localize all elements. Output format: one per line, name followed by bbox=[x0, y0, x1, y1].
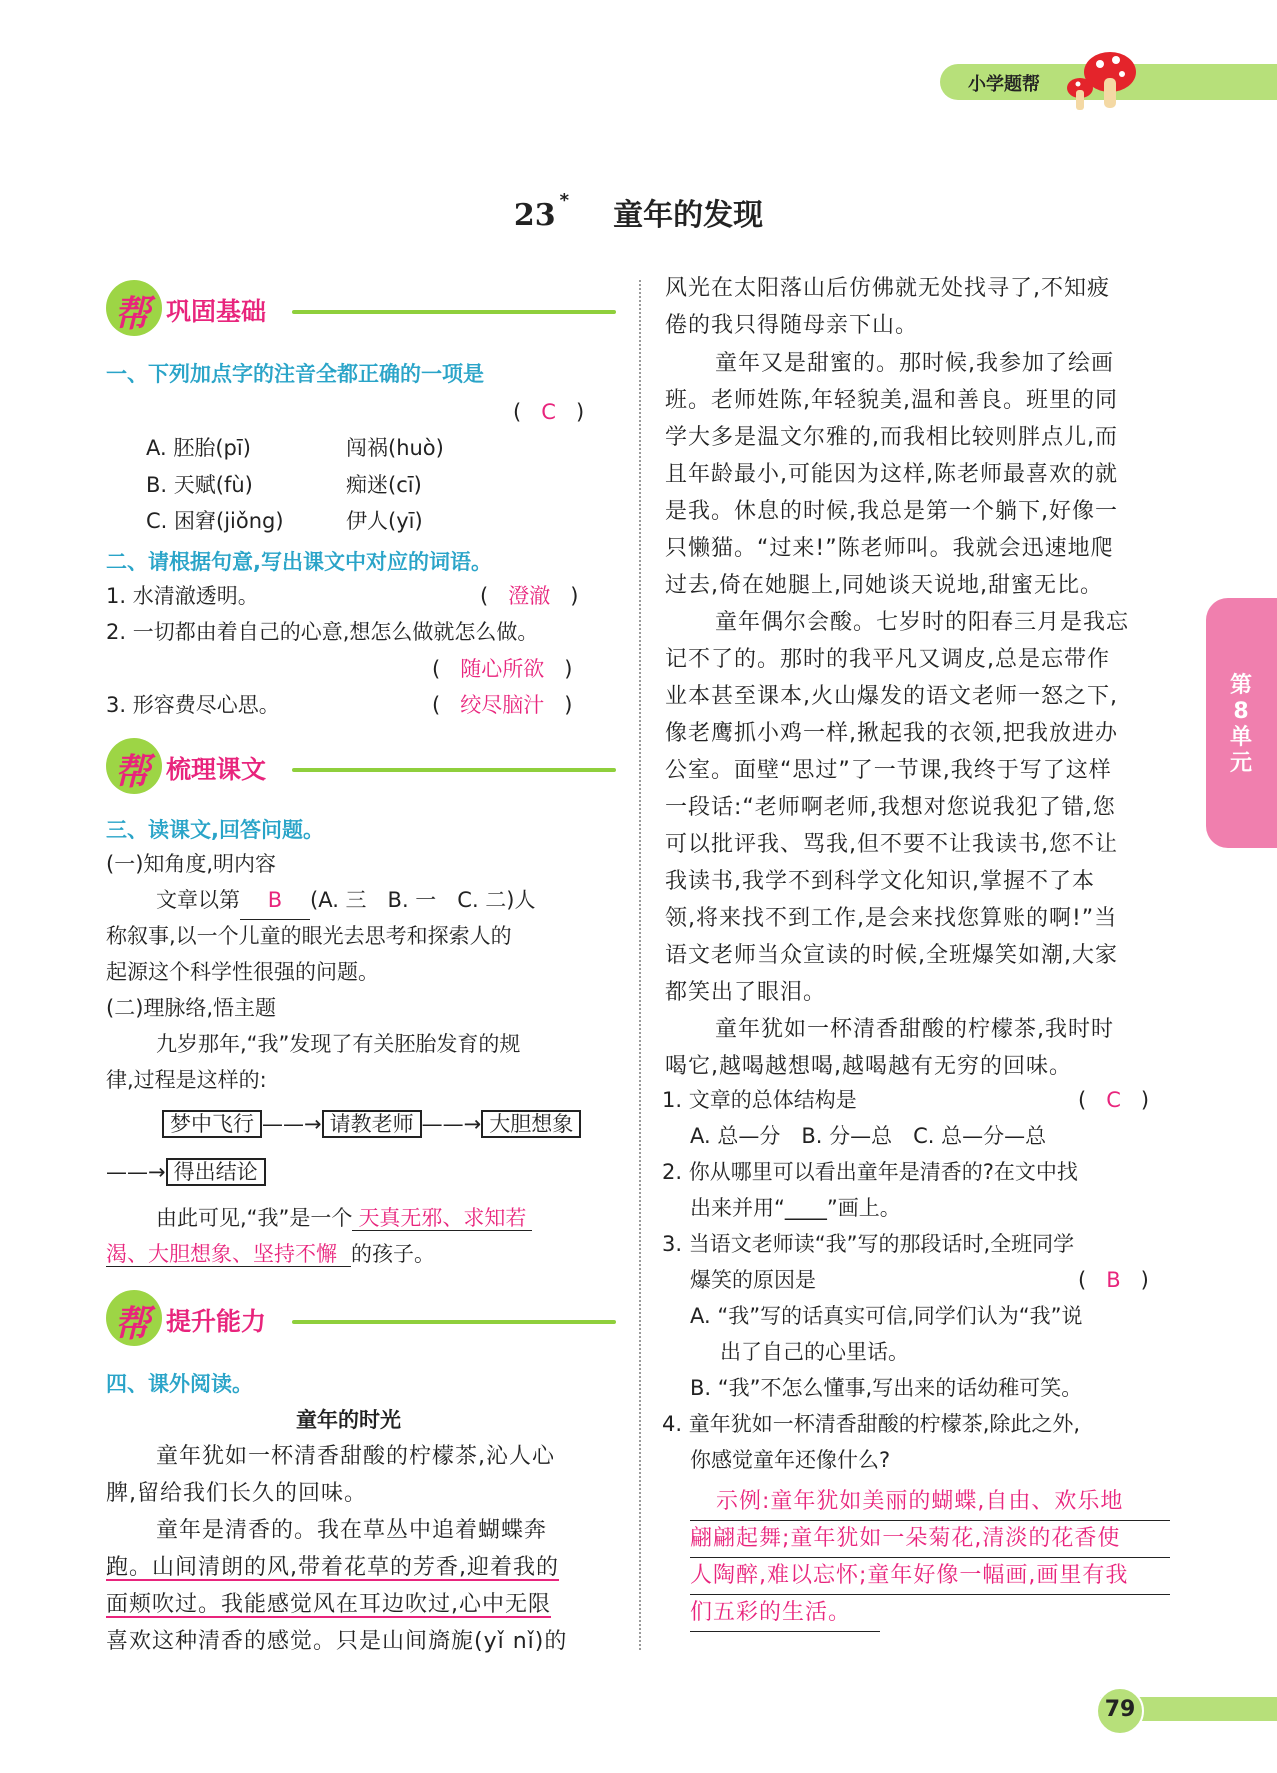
question-3-prompt: 三、读课文,回答问题。 bbox=[106, 818, 324, 842]
passage-title: 童年的时光 bbox=[296, 1408, 401, 1432]
passage-line: 只懒猫。“过来!”陈老师叫。我就会迅速地爬 bbox=[665, 536, 1114, 561]
passage-line: 且年龄最小,可能因为这样,陈老师最喜欢的就 bbox=[665, 462, 1118, 487]
section-header-review: 帮 梳理课文 bbox=[106, 738, 616, 794]
rq1-answer: ( C ) bbox=[1078, 1088, 1150, 1112]
brand-label: 小学题帮 bbox=[968, 74, 1040, 95]
q2-item-3-answer: ( 绞尽脑汁 ) bbox=[432, 693, 573, 717]
page-number: 79 bbox=[1104, 1697, 1136, 1722]
passage-line: 喝它,越喝越想喝,越喝越有无穷的回味。 bbox=[665, 1054, 1072, 1079]
q3-line5: 律,过程是这样的: bbox=[106, 1068, 267, 1092]
section-header-basics: 帮 巩固基础 bbox=[106, 280, 616, 336]
section-header-improve: 帮 提升能力 bbox=[106, 1290, 616, 1346]
section-label: 巩固基础 bbox=[166, 297, 267, 326]
unit-side-tab: 第8单元 bbox=[1206, 598, 1277, 848]
passage-line: 童年犹如一杯清香甜酸的柠檬茶,沁人心 bbox=[156, 1444, 555, 1469]
q3-line6: 由此可见,“我”是一个 天真无邪、求知若 bbox=[156, 1200, 532, 1237]
flow-step-3: 大胆想象 bbox=[481, 1110, 581, 1138]
question-2-prompt: 二、请根据句意,写出课文中对应的词语。 bbox=[106, 550, 492, 574]
passage-line: 风光在太阳落山后仿佛就无处找寻了,不知疲 bbox=[665, 276, 1110, 301]
rq1: 1. 文章的总体结构是 bbox=[662, 1088, 857, 1112]
passage-line: 过去,倚在她腿上,同她谈天说地,甜蜜无比。 bbox=[665, 573, 1103, 598]
option-c: C. 困窘(jiǒng) bbox=[146, 509, 284, 533]
q2-item-1-answer: ( 澄澈 ) bbox=[480, 584, 579, 608]
rq3: 3. 当语文老师读“我”写的那段话时,全班同学 bbox=[662, 1232, 1075, 1256]
question-1-prompt: 一、下列加点字的注音全都正确的一项是 bbox=[106, 362, 484, 386]
column-divider bbox=[639, 280, 641, 1650]
q2-item-1: 1. 水清澈透明。 bbox=[106, 584, 259, 608]
mushroom-icon bbox=[1060, 44, 1140, 114]
rq3-option-a-cont: 出了自己的心里话。 bbox=[720, 1340, 909, 1364]
passage-line: 语文老师当众宣读的时候,全班爆笑如潮,大家 bbox=[665, 943, 1118, 968]
option-a: A. 胚胎(pī) bbox=[146, 436, 251, 460]
answer4-line: 示例:童年犹如美丽的蝴蝶,自由、欢乐地 bbox=[690, 1483, 1170, 1521]
rq4-cont: 你感觉童年还像什么? bbox=[690, 1448, 891, 1472]
passage-line: 记不了的。那时的我平凡又调皮,总是忘带作 bbox=[665, 647, 1110, 672]
flow-row: 梦中飞行 ——→ 请教老师 ——→ 大胆想象 bbox=[162, 1106, 581, 1143]
q3-line7: 渴、大胆想象、坚持不懈 的孩子。 bbox=[106, 1242, 435, 1266]
section-label: 梳理课文 bbox=[166, 755, 267, 784]
option-c-2: 伊人(yī) bbox=[346, 509, 423, 533]
lesson-number: 23 bbox=[513, 198, 556, 233]
lesson-title bbox=[0, 190, 1277, 234]
q2-item-3: 3. 形容费尽心思。 bbox=[106, 693, 280, 717]
question-4-prompt: 四、课外阅读。 bbox=[106, 1372, 253, 1396]
q3-line1: 文章以第 B (A. 三 B. 一 C. 二)人 bbox=[156, 882, 536, 920]
passage-line: 童年又是甜蜜的。那时候,我参加了绘画 bbox=[715, 351, 1114, 376]
answer4-line: 人陶醉,难以忘怀;童年好像一幅画,画里有我 bbox=[690, 1557, 1170, 1595]
answer4-line: 翩翩起舞;童年犹如一朵菊花,清淡的花香使 bbox=[690, 1520, 1170, 1558]
rq3-option-a: A. “我”写的话真实可信,同学们认为“我”说 bbox=[690, 1304, 1083, 1328]
passage-line: 公室。面壁“思过”了一节课,我终于写了这样 bbox=[665, 758, 1112, 783]
passage-line: 喜欢这种清香的感觉。只是山间旖旎(yǐ nǐ)的 bbox=[106, 1629, 568, 1654]
passage-line: 童年偶尔会酸。七岁时的阳春三月是我忘 bbox=[715, 610, 1130, 635]
q3-sub1: (一)知角度,明内容 bbox=[106, 852, 277, 876]
q2-item-2: 2. 一切都由着自己的心意,想怎么做就怎么做。 bbox=[106, 620, 539, 644]
q3-line4: 九岁那年,“我”发现了有关胚胎发育的规 bbox=[156, 1032, 521, 1056]
passage-line: 童年是清香的。我在草丛中追着蝴蝶奔 bbox=[156, 1518, 548, 1543]
q2-item-2-answer: ( 随心所欲 ) bbox=[432, 657, 573, 681]
q3-line3: 起源这个科学性很强的问题。 bbox=[106, 960, 379, 984]
passage-line: 班。老师姓陈,年轻貌美,温和善良。班里的同 bbox=[665, 388, 1118, 413]
passage-line: 我读书,我学不到科学文化知识,掌握不了本 bbox=[665, 869, 1095, 894]
flow-row-2: ——→ 得出结论 bbox=[106, 1154, 266, 1191]
option-b: B. 天赋(fù) bbox=[146, 473, 253, 497]
passage-line: 像老鹰抓小鸡一样,揪起我的衣领,把我放进办 bbox=[665, 721, 1118, 746]
rq2: 2. 你从哪里可以看出童年是清香的?在文中找 bbox=[662, 1160, 1078, 1184]
passage-line-underlined: 跑。山间清朗的风,带着花草的芳香,迎着我的 bbox=[106, 1555, 559, 1580]
section-label: 提升能力 bbox=[166, 1307, 267, 1336]
rq3-option-b: B. “我”不怎么懂事,写出来的话幼稚可笑。 bbox=[690, 1376, 1083, 1400]
option-b-2: 痴迷(cī) bbox=[346, 473, 422, 497]
passage-line: 都笑出了眼泪。 bbox=[665, 980, 827, 1005]
passage-line: 是我。休息的时候,我总是第一个躺下,好像一 bbox=[665, 499, 1118, 524]
flow-step-2: 请教老师 bbox=[322, 1110, 422, 1138]
rq2-cont: 出来并用“____”画上。 bbox=[690, 1196, 901, 1220]
flow-step-1: 梦中飞行 bbox=[162, 1110, 262, 1138]
q3-sub2: (二)理脉络,悟主题 bbox=[106, 996, 277, 1020]
passage-line: 领,将来找不到工作,是会来找您算账的啊!”当 bbox=[665, 906, 1118, 931]
lesson-title-text: 童年的发现 bbox=[613, 198, 764, 233]
rq4: 4. 童年犹如一杯清香甜酸的柠檬茶,除此之外, bbox=[662, 1412, 1081, 1436]
passage-line: 倦的我只得随母亲下山。 bbox=[665, 313, 919, 338]
answer4-line: 们五彩的生活。 bbox=[690, 1594, 880, 1632]
q3-line2: 称叙事,以一个儿童的眼光去思考和探索人的 bbox=[106, 924, 512, 948]
passage-line: 脾,留给我们长久的回味。 bbox=[106, 1481, 367, 1506]
question-1-answer: ( C ) bbox=[513, 400, 585, 424]
rq3-cont: 爆笑的原因是 bbox=[690, 1268, 816, 1292]
passage-line-underlined: 面颊吹过。我能感觉风在耳边吹过,心中无限 bbox=[106, 1592, 551, 1617]
lesson-star: * bbox=[559, 190, 570, 211]
option-a-2: 闯祸(huò) bbox=[346, 436, 444, 460]
passage-line: 一段话:“老师啊老师,我想对您说我犯了错,您 bbox=[665, 795, 1116, 820]
passage-line: 可以批评我、骂我,但不要不让我读书,您不让 bbox=[665, 832, 1118, 857]
flow-step-4: 得出结论 bbox=[166, 1158, 266, 1186]
rq3-answer: ( B ) bbox=[1078, 1268, 1149, 1292]
passage-line: 学大多是温文尔雅的,而我相比较则胖点儿,而 bbox=[665, 425, 1118, 450]
passage-line: 业本甚至课本,火山爆发的语文老师一怒之下, bbox=[665, 684, 1118, 709]
rq1-options: A. 总—分 B. 分—总 C. 总—分—总 bbox=[690, 1124, 1047, 1148]
passage-line: 童年犹如一杯清香甜酸的柠檬茶,我时时 bbox=[715, 1017, 1114, 1042]
